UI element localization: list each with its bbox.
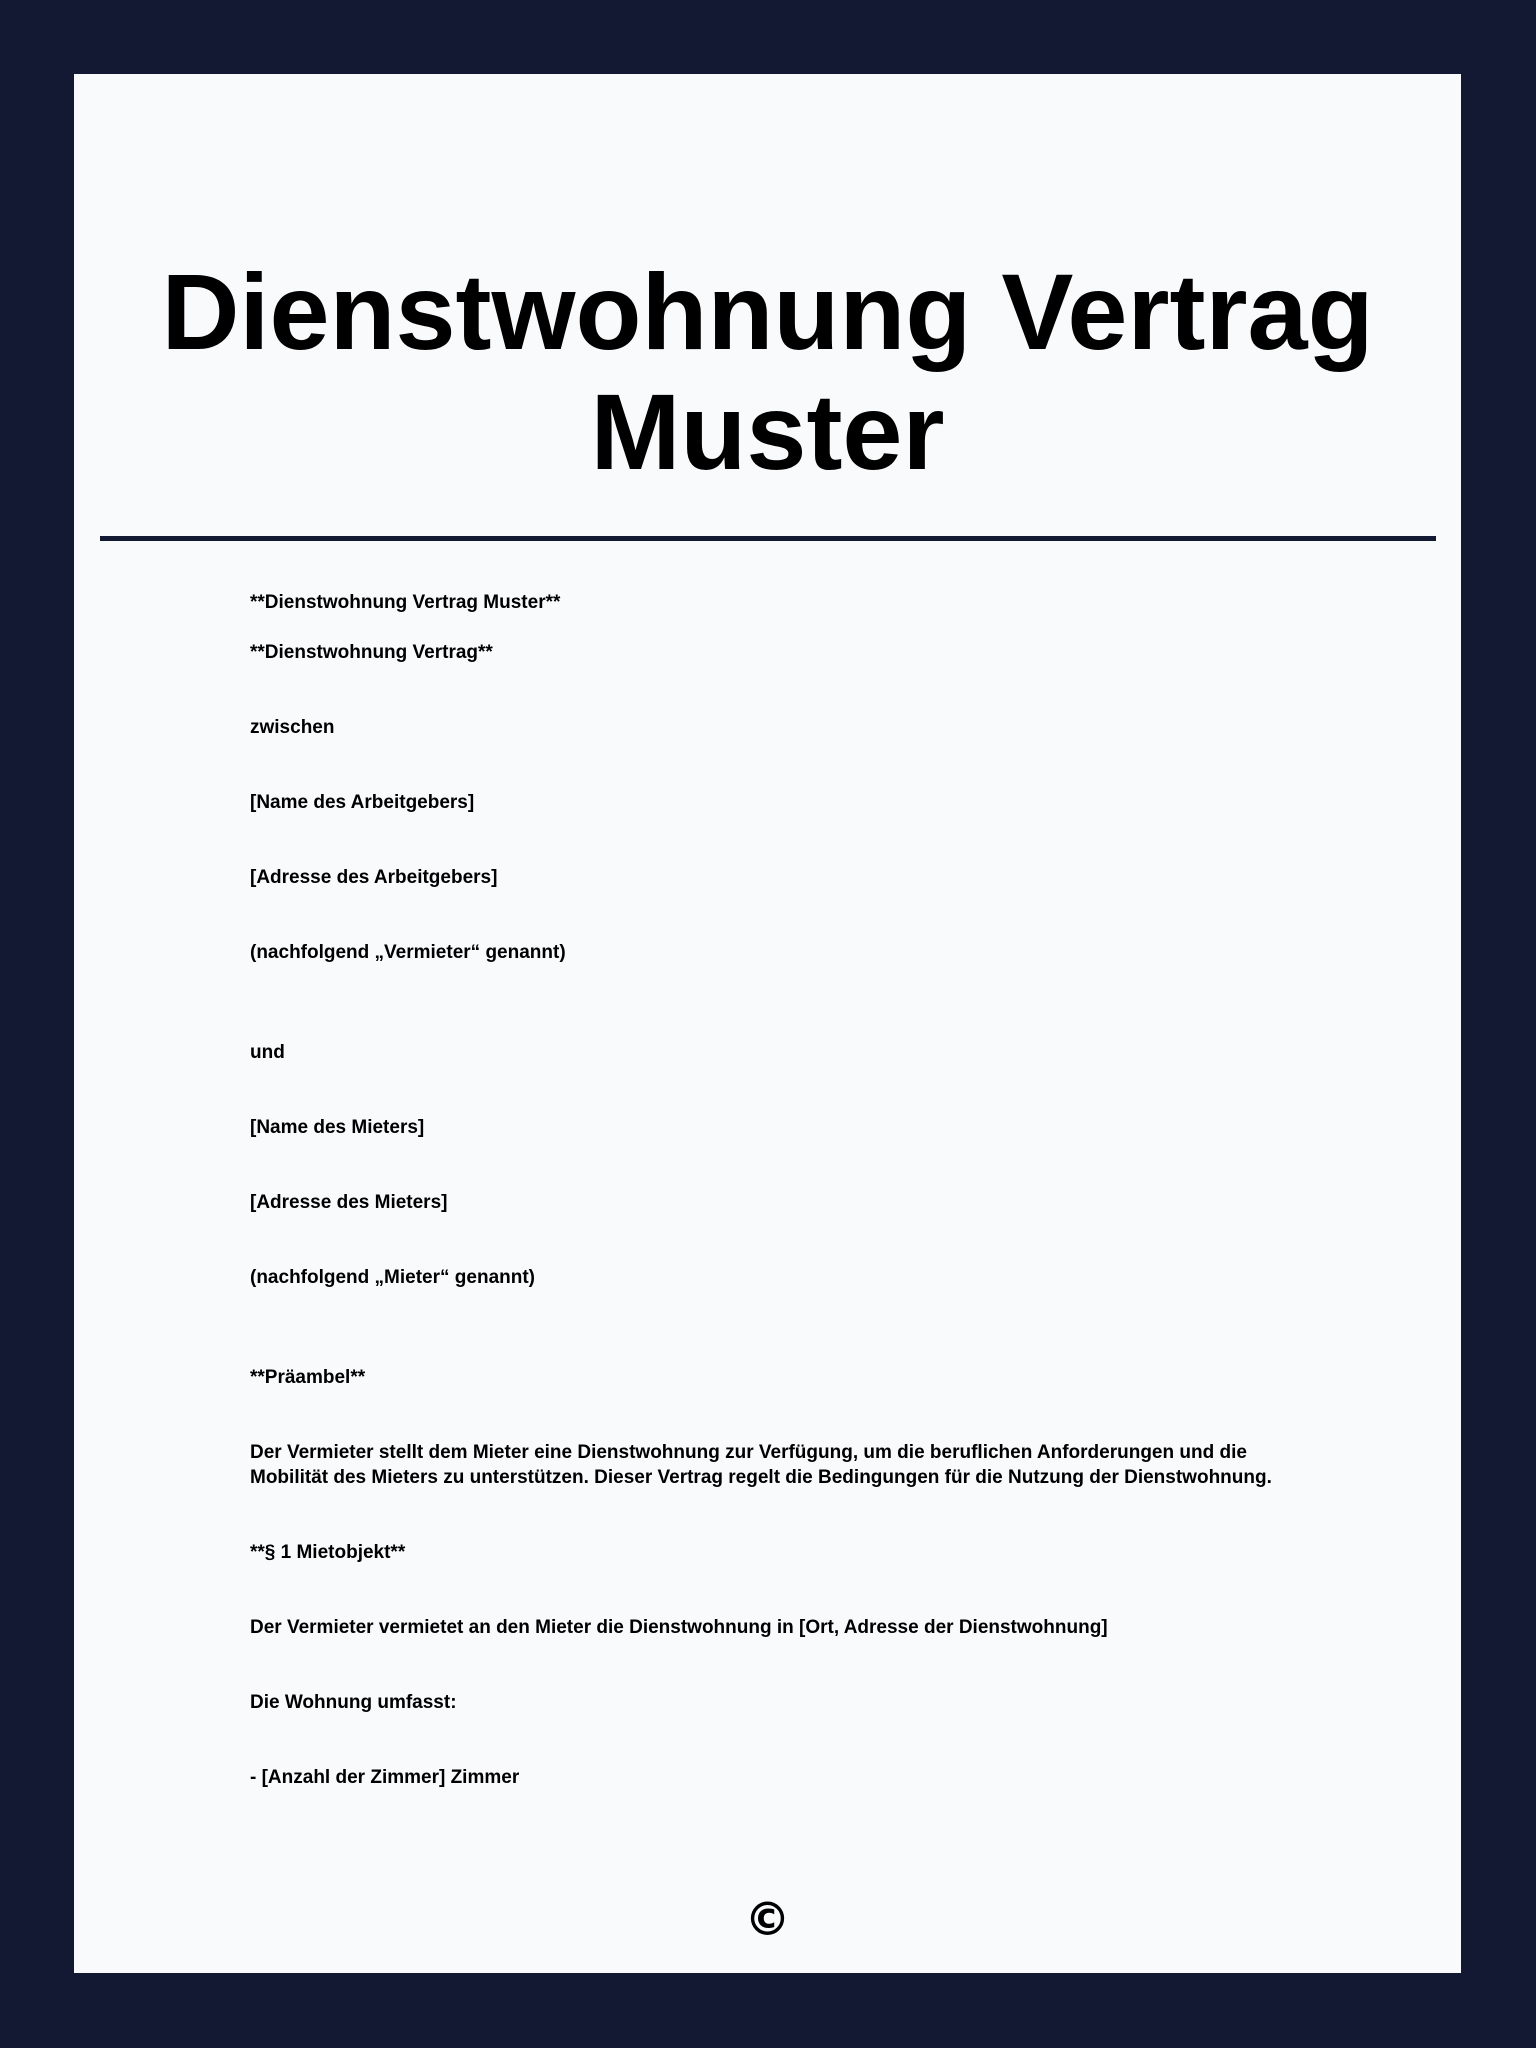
- heading-contract: **Dienstwohnung Vertrag**: [250, 642, 493, 663]
- placeholder-tenant-name: [Name des Mieters]: [250, 1117, 425, 1138]
- text-rental-object: Der Vermieter vermietet an den Mieter die Dienstwohnung in [Ort, Adresse der Dienstwohnung]: [250, 1617, 1108, 1638]
- document-title: Dienstwohnung Vertrag Muster: [161, 251, 1374, 492]
- placeholder-employer-name: [Name des Arbeitgebers]: [250, 792, 475, 813]
- list-item-rooms: - [Anzahl der Zimmer] Zimmer: [250, 1767, 520, 1788]
- text-tenant-designation: (nachfolgend „Mieter“ genannt): [250, 1267, 535, 1288]
- placeholder-tenant-address: [Adresse des Mieters]: [250, 1192, 448, 1213]
- text-apartment-includes: Die Wohnung umfasst:: [250, 1692, 457, 1713]
- document-page: [74, 74, 1461, 1973]
- title-divider: [100, 536, 1436, 541]
- heading-preamble: **Präambel**: [250, 1367, 366, 1388]
- heading-contract-sample: **Dienstwohnung Vertrag Muster**: [250, 592, 561, 613]
- text-and: und: [250, 1042, 285, 1063]
- paragraph-preamble: Der Vermieter stellt dem Mieter eine Dienstwohnung zur Verfügung, um die beruflichen Anforderungen und die Mobilität des Mieters zu unterstützen. Dieser Vertrag regelt die Bedingungen für die Nutzung der Dienstwohnung.: [250, 1442, 1272, 1488]
- copyright-icon: ©: [744, 1892, 791, 1946]
- text-between: zwischen: [250, 717, 335, 738]
- placeholder-employer-address: [Adresse des Arbeitgebers]: [250, 867, 498, 888]
- heading-section-1: **§ 1 Mietobjekt**: [250, 1542, 406, 1563]
- text-landlord-designation: (nachfolgend „Vermieter“ genannt): [250, 942, 566, 963]
